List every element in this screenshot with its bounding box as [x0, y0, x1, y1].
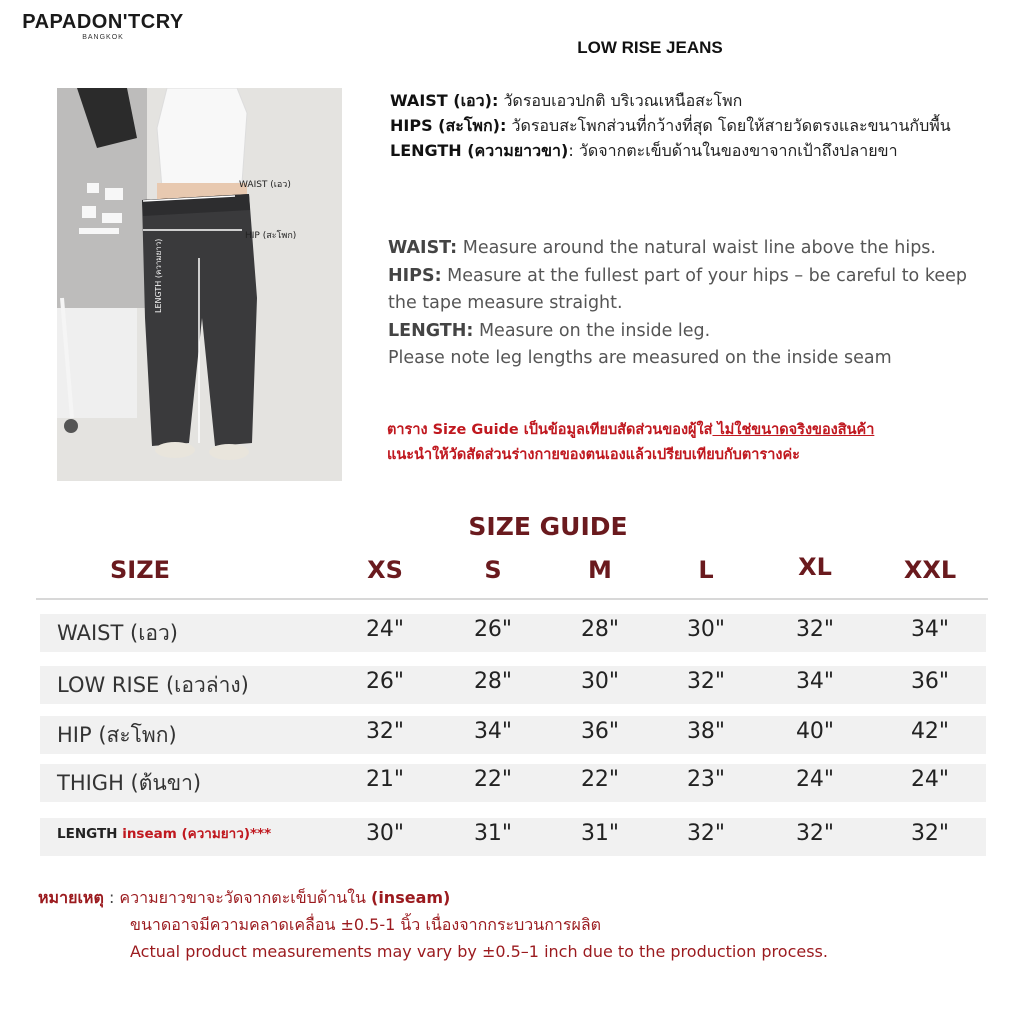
table-cell: 31" — [580, 821, 620, 846]
size-header-xl: XL — [798, 553, 832, 581]
model-photo — [57, 88, 342, 481]
table-cell: 40" — [795, 719, 835, 744]
row-label-length: LENGTH inseam (ความยาว)*** — [57, 826, 272, 842]
table-cell: 32" — [795, 617, 835, 642]
size-header-m: M — [588, 556, 612, 584]
thai-length: LENGTH (ความยาวขา): วัดจากตะเข็บด้านในของขาจากเป้าถึงปลายขา — [390, 141, 898, 160]
table-cell: 28" — [580, 617, 620, 642]
photo-hip-label: HIP (สะโพก) — [245, 231, 297, 241]
remark-line2: ขนาดอาจมีความคลาดเคลื่อน ±0.5-1 นิ้ว เนื่องจากกระบวนการผลิต — [130, 915, 602, 934]
header-divider — [36, 598, 988, 600]
size-header-l: L — [698, 556, 714, 584]
size-header-s: S — [484, 556, 502, 584]
row-label: LOW RISE (เอวล่าง) — [57, 673, 249, 697]
table-cell: 30" — [365, 821, 405, 846]
table-cell: 32" — [910, 821, 950, 846]
row-label: HIP (สะโพก) — [57, 723, 177, 747]
size-header-xs: XS — [367, 556, 403, 584]
photo-waist-label: WAIST (เอว) — [239, 180, 291, 190]
table-cell: 23" — [686, 767, 726, 792]
english-description — [388, 235, 978, 373]
table-cell: 32" — [365, 719, 405, 744]
brand-logo — [10, 10, 196, 41]
table-cell: 28" — [473, 669, 513, 694]
size-guide-title: SIZE GUIDE — [468, 512, 628, 541]
table-cell: 42" — [910, 719, 950, 744]
table-cell: 32" — [795, 821, 835, 846]
row-label: THIGH (ต้นขา) — [57, 771, 202, 795]
row-label: WAIST (เอว) — [57, 621, 178, 645]
table-cell: 34" — [910, 617, 950, 642]
brand-name: PAPADON'TCRY — [22, 11, 184, 33]
table-cell: 24" — [365, 617, 405, 642]
size-header-xxl: XXL — [903, 556, 957, 584]
table-cell: 34" — [473, 719, 513, 744]
brand-city: BANGKOK — [82, 34, 124, 41]
table-cell: 22" — [473, 767, 513, 792]
en-note: Please note leg lengths are measured on the inside seam — [388, 348, 892, 368]
table-cell: 30" — [580, 669, 620, 694]
product-title: LOW RISE JEANS — [577, 38, 723, 57]
remark-key: หมายเหตุ — [38, 888, 104, 907]
en-length: LENGTH: Measure on the inside leg. — [388, 320, 711, 341]
size-column-header: SIZE — [109, 556, 170, 584]
remark: หมายเหตุ : ความยาวขาจะวัดจากตะเข็บด้านใน (inseam) ขนาดอาจมีความคลาดเคลื่อน ±0.5-1 นิ้ว เนื่องจากกระบวนการผลิต Actual product measurements may vary by ±0.5–1 inch due to the production process. — [38, 884, 998, 965]
thai-description — [390, 88, 990, 163]
table-cell: 32" — [686, 669, 726, 694]
thai-hips: HIPS (สะโพก): วัดรอบสะโพกส่วนที่กว้างที่สุด โดยให้สายวัดตรงและขนานกับพื้น — [390, 116, 951, 135]
table-cell: 30" — [686, 617, 726, 642]
table-cell: 34" — [795, 669, 835, 694]
table-cell: 36" — [910, 669, 950, 694]
en-hips: HIPS: Measure at the fullest part of your hips – be careful to keep the tape measure straight. — [388, 265, 967, 313]
table-cell: 21" — [365, 767, 405, 792]
table-cell: 32" — [686, 821, 726, 846]
table-cell: 26" — [365, 669, 405, 694]
photo-length-label: LENGTH (ความยาว) — [154, 238, 163, 313]
table-cell: 31" — [473, 821, 513, 846]
table-cell: 26" — [473, 617, 513, 642]
table-cell: 22" — [580, 767, 620, 792]
thai-waist: WAIST (เอว): วัดรอบเอวปกติ บริเวณเหนือสะโพก — [390, 91, 743, 110]
table-cell: 24" — [910, 767, 950, 792]
size-guide-disclaimer: ตาราง Size Guide เป็นข้อมูลเทียบสัดส่วนของผู้ใส่ ไม่ใช่ขนาดจริงของสินค้า แนะนำให้วัดสัดส่วนร่างกายของตนเองแล้วเปรียบเทียบกับตารางค่ะ — [387, 422, 875, 463]
en-waist: WAIST: Measure around the natural waist line above the hips. — [388, 238, 936, 258]
table-cell: 24" — [795, 767, 835, 792]
remark-line3: Actual product measurements may vary by ±0.5–1 inch due to the production process. — [130, 942, 828, 961]
table-cell: 38" — [686, 719, 726, 744]
table-cell: 36" — [580, 719, 620, 744]
